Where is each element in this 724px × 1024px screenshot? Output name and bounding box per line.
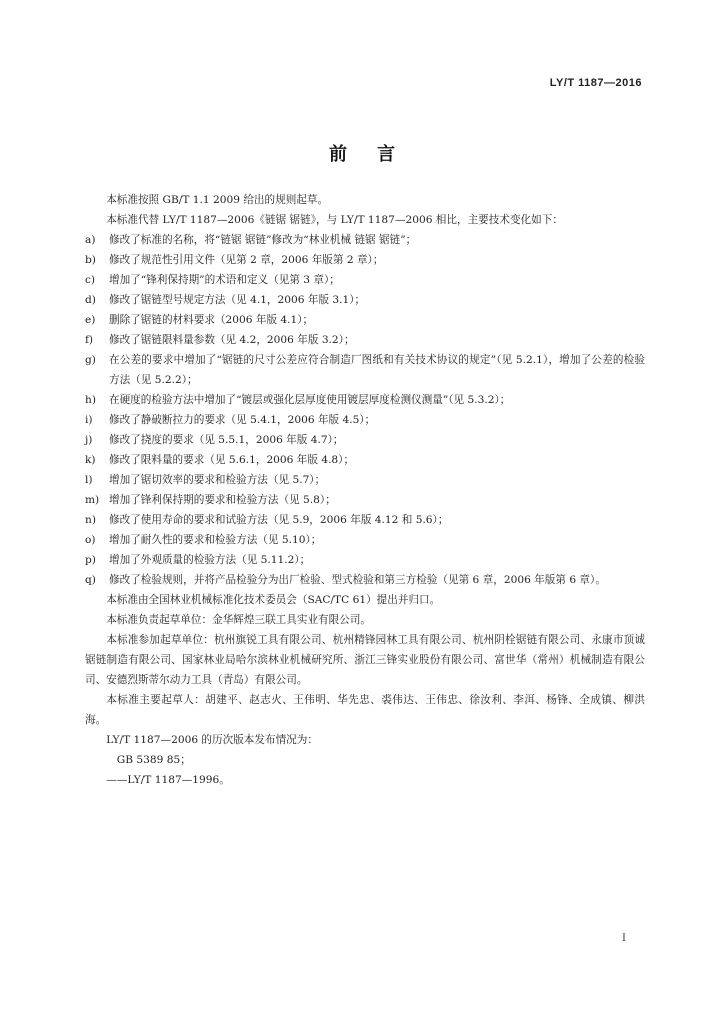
list-item-text: 修改了标准的名称，将“链锯 锯链”修改为“林业机械 链锯 锯链”； <box>109 234 417 246</box>
list-item-text: 增加了“锋利保持期”的术语和定义（见第 3 章）； <box>109 274 340 286</box>
changes-list <box>85 230 645 590</box>
list-item-text: 增加了锋利保持期的要求和检验方法（见 5.8）； <box>109 494 336 506</box>
list-item-label: d) <box>85 294 96 306</box>
list-item-label: i) <box>85 414 93 426</box>
document-code: LY/T 1187—2016 <box>549 77 642 89</box>
closing-paragraph: LY/T 1187—2006 的历次版本发布情况为： <box>106 734 318 746</box>
list-item <box>85 390 645 410</box>
list-item-label: l) <box>85 474 93 486</box>
list-item <box>85 290 645 310</box>
list-item-label: q) <box>85 574 96 586</box>
list-item-label: a) <box>85 234 96 246</box>
list-item <box>85 450 645 470</box>
list-item-label: f) <box>85 334 94 346</box>
list-item-label: m) <box>85 494 100 506</box>
list-item-text: 修改了限料量的要求（见 5.6.1，2006 年版 4.8）； <box>109 454 355 466</box>
list-item <box>85 490 645 510</box>
list-item <box>85 570 645 590</box>
intro-paragraph: 本标准代替 LY/T 1187—2006《链锯 锯链》，与 LY/T 1187—2006 相比，主要技术变化如下： <box>106 214 563 226</box>
list-item-label: n) <box>85 514 96 526</box>
list-item-text: 增加了外观质量的检验方法（见 5.11.2）； <box>109 554 311 566</box>
list-item <box>85 530 645 550</box>
list-item-text: 增加了耐久性的要求和检验方法（见 5.10）； <box>109 534 322 546</box>
list-item <box>85 470 645 490</box>
document-body <box>85 190 645 790</box>
list-item-text: 修改了静破断拉力的要求（见 5.4.1，2006 年版 4.5）； <box>109 414 376 426</box>
intro-paragraph: 本标准按照 GB/T 1.1 2009 给出的规则起草。 <box>106 194 329 206</box>
list-item-label: c) <box>85 274 96 286</box>
list-item-label: o) <box>85 534 96 546</box>
list-item-label: k) <box>85 454 96 466</box>
list-item <box>85 270 645 290</box>
list-item-label: j) <box>85 434 93 446</box>
list-item-label: p) <box>85 554 96 566</box>
list-item <box>85 250 645 270</box>
list-item-text: 修改了检验规则，并将产品检验分为出厂检验、型式检验和第三方检验（见第 6 章，2006 年版第 6 章）。 <box>109 574 606 586</box>
list-item-label: g) <box>85 354 96 366</box>
closing-paragraph: 本标准参加起草单位：杭州旗锐工具有限公司、杭州精锋园林工具有限公司、杭州阴栓锯链有限公司、永康市顶诚锯链制造有限公司、国家林业局哈尔滨林业机械研究所、浙江三锋实业股份有限公司、富世华（常州）机械制造有限公司、安德烈斯蒂尔动力工具（青岛）有限公司。 <box>85 634 645 686</box>
list-item-label: b) <box>85 254 96 266</box>
list-item-text: 增加了锯切效率的要求和检验方法（见 5.7）； <box>109 474 326 486</box>
history-item: ——LY/T 1187—1996。 <box>106 774 230 786</box>
list-item-text: 删除了锯链的材料要求（2006 年版 4.1）； <box>109 314 314 326</box>
list-item-text: 修改了使用寿命的要求和试验方法（见 5.9，2006 年版 4.12 和 5.6）； <box>109 514 449 526</box>
list-item <box>85 230 645 250</box>
list-item-text: 修改了锯链型号规定方法（见 4.1，2006 年版 3.1）； <box>109 294 366 306</box>
list-item <box>85 310 645 330</box>
history-item: GB 5389 85； <box>116 754 191 766</box>
list-item <box>85 330 645 350</box>
page-number: I <box>622 933 626 944</box>
list-item-text: 在硬度的检验方法中增加了“镀层或强化层厚度使用镀层厚度检测仪测量”（见 5.3.2）； <box>109 394 511 406</box>
list-item-label: h) <box>85 394 96 406</box>
list-item-text: 修改了挠度的要求（见 5.5.1，2006 年版 4.7）； <box>109 434 344 446</box>
closing-paragraph: 本标准由全国林业机械标准化技术委员会（SAC/TC 61）提出并归口。 <box>106 594 441 606</box>
list-item-label: e) <box>85 314 96 326</box>
list-item <box>85 430 645 450</box>
list-item <box>85 550 645 570</box>
list-item-text: 修改了锯链限料量参数（见 4.2，2006 年版 3.2）； <box>109 334 355 346</box>
list-item-text: 在公差的要求中增加了“锯链的尺寸公差应符合制造厂图纸和有关技术协议的规定”（见 5.2.1），增加了公差的检验方法（见 5.2.2）； <box>109 354 645 386</box>
list-item <box>85 350 645 390</box>
list-item <box>85 510 645 530</box>
closing-paragraph: 本标准负责起草单位：金华辉煌三联工具实业有限公司。 <box>106 614 372 626</box>
list-item <box>85 410 645 430</box>
list-item-text: 修改了规范性引用文件（见第 2 章，2006 年版第 2 章）； <box>109 254 384 266</box>
closing-paragraph: 本标准主要起草人：胡建平、赵志火、王伟明、华先忠、裘伟达、王伟忠、徐汝利、李洱、杨锋、全成镇、柳洪海。 <box>85 694 645 726</box>
page-title: 前言 <box>329 144 425 165</box>
